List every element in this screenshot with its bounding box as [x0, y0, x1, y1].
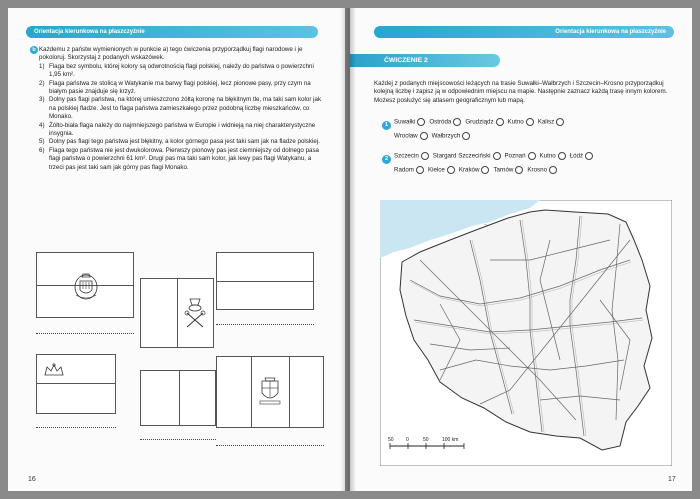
city-name: Ostróda — [429, 118, 452, 126]
left-page-header: Orientacja kierunkowa na płaszczyźnie — [26, 26, 318, 38]
route-1-cities — [382, 118, 652, 146]
city-name: Poznań — [504, 152, 526, 160]
answer-circle[interactable] — [556, 118, 564, 126]
papal-keys-icon — [181, 297, 209, 329]
city-item — [394, 152, 433, 160]
task-intro — [30, 46, 322, 63]
answer-circle[interactable] — [417, 118, 425, 126]
answer-circle[interactable] — [453, 118, 461, 126]
exercise-title: ĆWICZENIE 2 — [350, 54, 500, 67]
city-name: Szczecin — [394, 152, 419, 160]
clue-item — [39, 63, 322, 80]
clue-item — [39, 96, 322, 121]
clue-text: Flaga państwa ze stolicą w Watykanie ma barwy flagi polskiej, lecz pionowe pasy, przy czym na białym pasie znajduje się krzyż. — [49, 79, 311, 96]
scale-label: 50 — [388, 437, 394, 443]
city-item — [459, 166, 494, 174]
city-name: Tarnów — [493, 166, 514, 174]
crown-icon — [43, 363, 65, 377]
flag-outline-1[interactable] — [36, 252, 134, 318]
answer-line[interactable] — [140, 436, 216, 440]
clue-number: 6) — [39, 146, 45, 154]
answer-circle[interactable] — [558, 152, 566, 160]
answer-line[interactable] — [36, 424, 116, 428]
city-item — [394, 118, 429, 126]
answer-circle[interactable] — [526, 118, 534, 126]
clues-list — [30, 63, 322, 172]
city-item — [432, 132, 475, 140]
city-name: Radom — [394, 166, 414, 174]
task-b-text — [30, 46, 322, 172]
clue-number: 1) — [39, 62, 45, 70]
city-name: Wrocław — [394, 132, 418, 140]
clue-text: Flaga bez symbolu, której kolory są odwrotnością flagi polskiej, należy do państwa o powierzchni 1,95 km². — [49, 62, 314, 79]
clue-number: 3) — [39, 96, 45, 104]
scale-label: 50 — [423, 437, 429, 443]
right-page — [350, 8, 692, 491]
answer-circle[interactable] — [493, 152, 501, 160]
answer-line[interactable] — [216, 321, 314, 325]
answer-circle[interactable] — [421, 152, 429, 160]
flag-outline-5[interactable] — [140, 370, 216, 426]
flag-outline-4[interactable] — [36, 354, 116, 414]
coat-of-arms-icon — [71, 269, 101, 303]
right-page-header: Orientacja kierunkowa na płaszczyźnie — [374, 26, 674, 38]
city-item — [394, 132, 432, 140]
answer-line[interactable] — [36, 330, 134, 334]
route-number-badge: 2 — [382, 155, 391, 164]
clue-text: Żółto-biała flaga należy do najmniejszego państwa w Europie i widnieją na niej charakterystyczne insygnia. — [49, 121, 316, 138]
poland-road-map[interactable] — [380, 200, 672, 466]
page-number: 16 — [28, 476, 36, 483]
clue-item — [39, 122, 322, 139]
answer-circle[interactable] — [549, 166, 557, 174]
city-name: Kielce — [427, 166, 445, 174]
route-2-cities — [382, 152, 652, 180]
clue-item — [39, 147, 322, 172]
answer-circle[interactable] — [515, 166, 523, 174]
city-name: Suwałki — [394, 118, 416, 126]
city-name: Grudziądz — [465, 118, 494, 126]
city-name: Kutno — [507, 118, 524, 126]
clue-item — [39, 80, 322, 97]
flag-outline-3[interactable] — [140, 278, 214, 348]
scale-label: 0 — [406, 437, 409, 443]
city-item — [538, 118, 569, 126]
city-item — [433, 152, 505, 160]
clue-number: 4) — [39, 121, 45, 129]
exercise-instructions: Każdej z podanych miejscowości leżących na trasie Suwałki–Wałbrzych i Szczecin–Krosno przyporządkuj kolejną liczbę i zapisz ją w odpowiednim miejscu na mapie. Następnie zaznacz każdą trasę innym kolorem. Możesz posłużyć się atlasem geograficznym lub mapą. — [374, 80, 668, 104]
city-name: Kutno — [539, 152, 556, 160]
city-name: Stargard Szczeciński — [432, 152, 491, 160]
answer-circle[interactable] — [416, 166, 424, 174]
clue-text: Dolny pas flagi państwa, na której umieszczono żółtą koronę na błękitnym tle, ma taki sam kolor jak na polskiej fladze. Jest to flaga państwa zamieszkałego przez podobną liczbę mieszkańców, co Monako. — [49, 96, 322, 121]
city-item — [527, 166, 561, 174]
city-item — [428, 166, 459, 174]
answer-line[interactable] — [216, 442, 324, 446]
city-item — [493, 166, 527, 174]
left-page — [8, 8, 345, 491]
flags-area — [30, 248, 330, 463]
answer-circle[interactable] — [462, 132, 470, 140]
clue-number: 2) — [39, 79, 45, 87]
city-name: Krosno — [527, 166, 548, 174]
city-item — [505, 152, 540, 160]
answer-circle[interactable] — [481, 166, 489, 174]
answer-circle[interactable] — [420, 132, 428, 140]
flag-outline-2[interactable] — [216, 252, 314, 310]
answer-circle[interactable] — [528, 152, 536, 160]
city-name: Łódź — [569, 152, 584, 160]
clue-text: Dolny pas flagi tego państwa jest błękitny, a kolor górnego pasa jest taki sam jak na fladze polskiej. — [49, 138, 320, 146]
city-name: Kraków — [458, 166, 480, 174]
answer-circle[interactable] — [496, 118, 504, 126]
clue-number: 5) — [39, 138, 45, 146]
city-item — [465, 118, 507, 126]
clue-text: Flaga tego państwa nie jest dwukolorowa. Pierwszy pionowy pas jest ciemniejszy od dolnego pasa flagi państwa o powierzchni 61 km². Drugi pas ma taki sam kolor, jak lewy pas flagi Watykanu, a trzeci pas jest taki sam jak górny pas flagi Monako. — [49, 146, 319, 171]
route-number-badge: 1 — [382, 121, 391, 130]
city-item — [508, 118, 538, 126]
clue-item — [39, 138, 322, 146]
city-name: Wałbrzych — [431, 132, 461, 140]
city-item — [540, 152, 570, 160]
city-item — [429, 118, 465, 126]
andorra-coat-icon — [257, 377, 283, 407]
answer-circle[interactable] — [585, 152, 593, 160]
page-number: 17 — [668, 476, 676, 483]
task-badge: b — [30, 46, 38, 54]
task-intro-text: Każdemu z państw wymienionych w punkcie a) tego ćwiczenia przyporządkuj flagi narodowe i je pokoloruj. Skorzystaj z podanych wskazówek. — [39, 46, 303, 62]
scale-label: 100 km — [442, 437, 459, 443]
city-item — [570, 152, 597, 160]
answer-circle[interactable] — [447, 166, 455, 174]
city-name: Kalisz — [537, 118, 555, 126]
flag-outline-6[interactable] — [216, 356, 324, 428]
city-item — [394, 166, 428, 174]
